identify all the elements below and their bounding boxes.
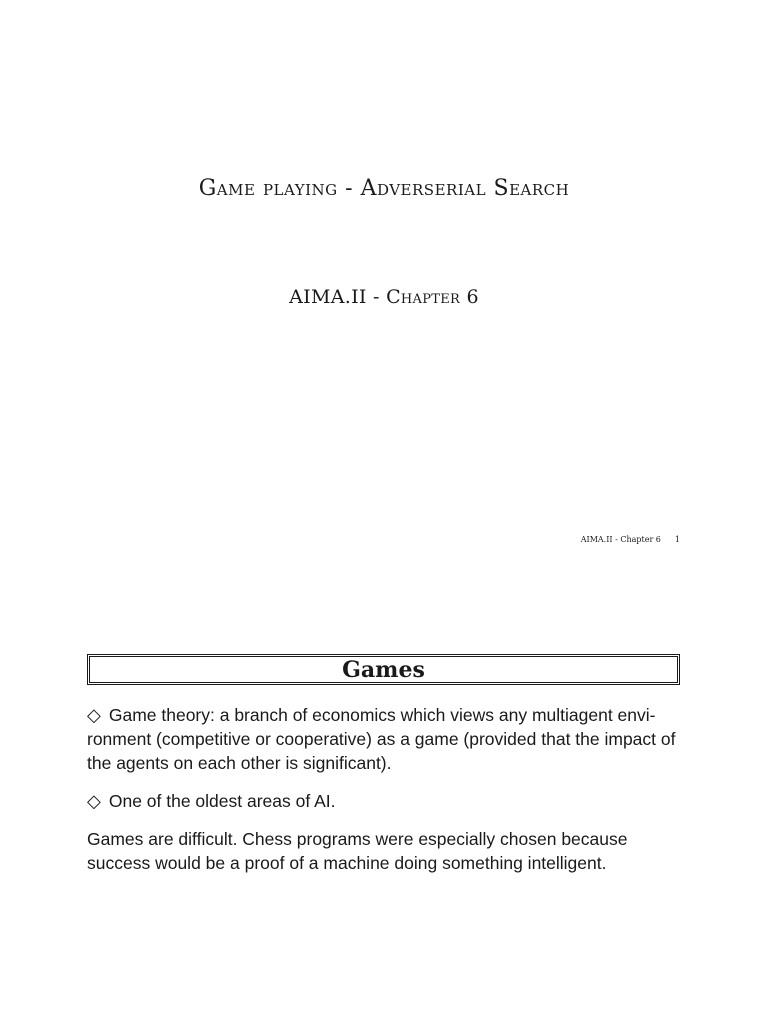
- frame-title-box: [87, 654, 680, 685]
- diamond-bullet-icon: ◇: [87, 705, 101, 725]
- body-paragraph: Games are difficult. Chess programs were especially chosen because success would be a proof of a machine doing something intelligent.: [87, 829, 628, 873]
- bullet-item: [87, 703, 681, 775]
- bullet-text: One of the oldest areas of AI.: [108, 791, 336, 811]
- page-number: 1: [674, 535, 680, 544]
- slide-title: Game playing - Adverserial Search: [198, 176, 570, 201]
- bullet-item: [87, 789, 681, 813]
- bullet-text: Game theory: a branch of economics which views any multiagent envi-ronment (competitive or cooperative) as a game (provided that the impact of the agents on each other is significant).: [87, 705, 676, 773]
- slide-content: [87, 703, 681, 889]
- diamond-bullet-icon: ◇: [87, 791, 101, 811]
- slide-footer: [581, 535, 680, 544]
- frame-title: Games: [342, 656, 425, 683]
- footer-text: AIMA.II - Chapter 6: [580, 535, 661, 544]
- frame-title-inner: [89, 656, 678, 683]
- slide-subtitle: AIMA.II - Chapter 6: [289, 286, 479, 308]
